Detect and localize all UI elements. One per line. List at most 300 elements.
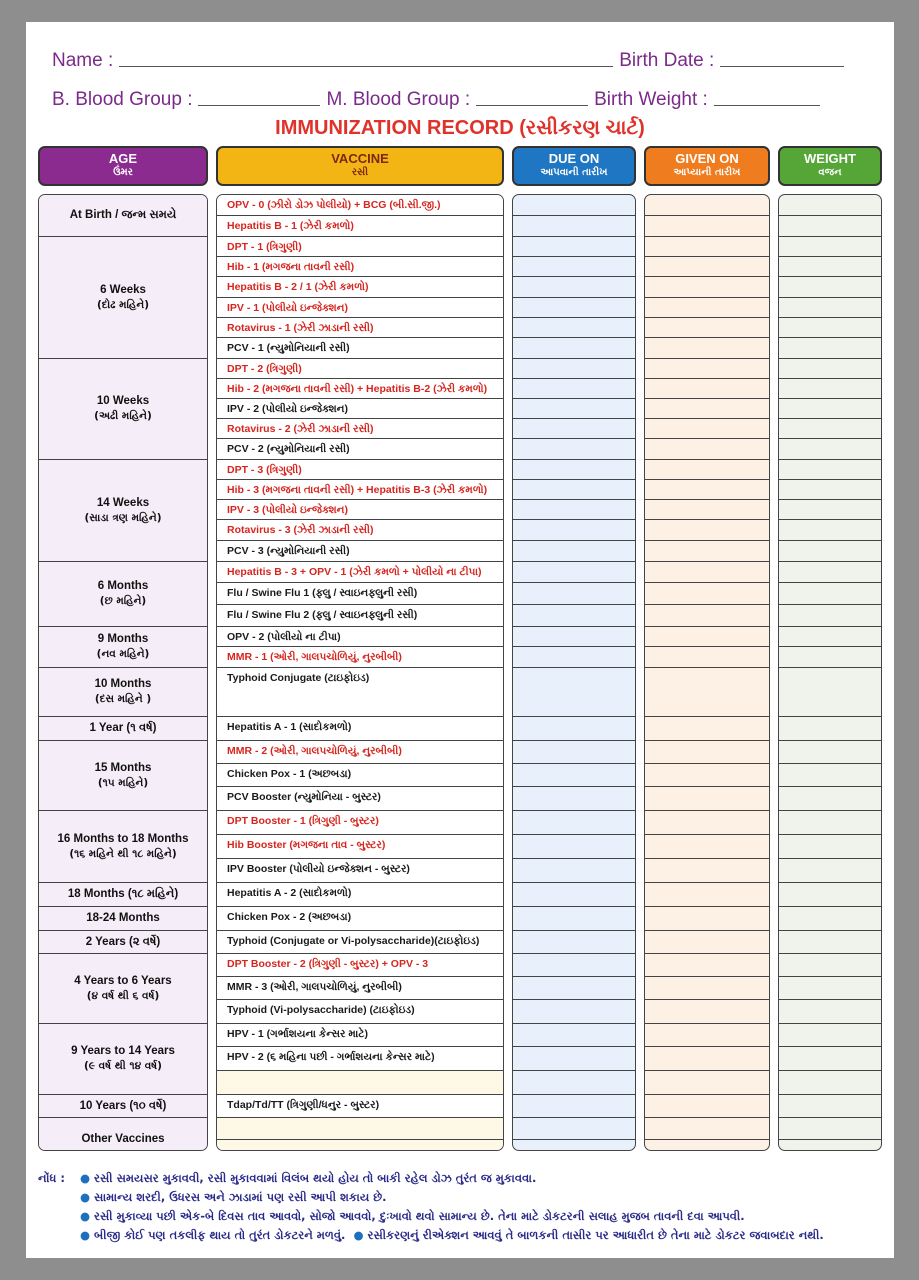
vaccine-name: PCV Booster (ન્યુમોનિયા - બુસ્ટર) <box>227 791 381 803</box>
bullet-icon: ● <box>80 1209 91 1223</box>
due-on-header-gu: આપવાની તારીખ <box>540 167 608 178</box>
due-on-cell[interactable] <box>513 763 635 786</box>
vaccine-row <box>217 604 503 626</box>
weight-cell[interactable] <box>779 276 881 297</box>
given-on-cell[interactable] <box>645 418 769 438</box>
due-on-cell[interactable] <box>513 398 635 418</box>
given-on-cell[interactable] <box>645 882 769 906</box>
weight-header-en: WEIGHT <box>804 151 856 166</box>
due-on-cell[interactable] <box>513 337 635 358</box>
age-label: 6 Weeks <box>100 283 146 296</box>
due-on-cell[interactable] <box>513 740 635 763</box>
weight-cell[interactable] <box>779 418 881 438</box>
age-group-cell <box>39 953 207 1023</box>
given-on-cell[interactable] <box>645 1046 769 1070</box>
vaccine-name: Hib - 1 (મગજના તાવની રસી) <box>227 261 355 273</box>
due-on-cell[interactable] <box>513 1046 635 1070</box>
note-line-4 <box>80 1226 824 1245</box>
vaccine-row <box>217 786 503 810</box>
vaccine-name: OPV - 0 (ઝીરો ડોઝ પોલીયો) + BCG (બી.સી.જી.) <box>227 199 441 211</box>
vaccine-row <box>217 438 503 459</box>
age-group-cell <box>39 882 207 906</box>
given-on-cell[interactable] <box>645 1023 769 1046</box>
age-label-gujarati: (દસ મહિને ) <box>94 693 152 705</box>
age-label-gujarati: (૧૫ મહિને) <box>97 776 149 789</box>
vaccine-name: Hib - 2 (મગજના તાવની રસી) + Hepatitis B-2 (ઝેરી કમળો) <box>227 383 488 395</box>
weight-cell[interactable] <box>779 834 881 858</box>
vaccine-row <box>217 418 503 438</box>
note-line-1 <box>80 1169 536 1188</box>
vaccine-name: DPT - 1 (ત્રિગુણી) <box>227 241 302 253</box>
age-group-cell <box>39 195 207 236</box>
age-label-gujarati: (સાડા ત્રણ મહિને) <box>84 511 162 524</box>
due-on-cell[interactable] <box>513 236 635 256</box>
age-label: 14 Weeks <box>96 496 150 509</box>
weight-cell[interactable] <box>779 459 881 479</box>
weight-cell[interactable] <box>779 763 881 786</box>
due-on-cell[interactable] <box>513 276 635 297</box>
vaccine-row <box>217 256 503 276</box>
given-on-cell[interactable] <box>645 626 769 646</box>
vaccine-header-en: VACCINE <box>331 151 389 166</box>
age-label-gujarati: (૪ વર્ષ થી ૬ વર્ષ) <box>86 989 160 1002</box>
due-on-cell[interactable] <box>513 930 635 953</box>
weight-cell[interactable] <box>779 582 881 604</box>
age-label-gujarati: (દોઢ મહિને) <box>96 298 150 311</box>
vaccine-row <box>217 858 503 882</box>
weight-cell[interactable] <box>779 499 881 519</box>
given-on-cell[interactable] <box>645 398 769 418</box>
vaccine-name: Typhoid (Vi-polysaccharide) (ટાઇફોઇડ) <box>227 1004 415 1016</box>
due-on-cell[interactable] <box>513 215 635 236</box>
weight-cell[interactable] <box>779 438 881 459</box>
age-label: 10 Months <box>94 678 152 690</box>
given-on-cell[interactable] <box>645 1139 769 1151</box>
given-on-cell[interactable] <box>645 256 769 276</box>
weight-cell[interactable] <box>779 1117 881 1139</box>
due-on-cell[interactable] <box>513 317 635 337</box>
vaccine-row <box>217 882 503 906</box>
given-on-cell[interactable] <box>645 667 769 716</box>
due-on-column-header <box>512 146 636 186</box>
given-on-cell[interactable] <box>645 930 769 953</box>
weight-cell[interactable] <box>779 1046 881 1070</box>
weight-cell[interactable] <box>779 378 881 398</box>
name-row <box>52 50 850 72</box>
age-group-cell <box>39 1023 207 1094</box>
age-label: 10 Years (૧૦ વર્ષે) <box>79 1099 167 1112</box>
due-on-cell[interactable] <box>513 999 635 1023</box>
due-on-cell[interactable] <box>513 716 635 740</box>
vaccine-name: HPV - 2 (૬ મહિના પછી - ગર્ભાશયના કેન્સર માટે) <box>227 1051 435 1063</box>
given-on-cell[interactable] <box>645 540 769 561</box>
due-on-cell[interactable] <box>513 626 635 646</box>
due-on-cell[interactable] <box>513 786 635 810</box>
vaccine-name: HPV - 1 (ગર્ભાશયના કેન્સર માટે) <box>227 1028 368 1040</box>
due-on-cell[interactable] <box>513 882 635 906</box>
vaccine-row <box>217 582 503 604</box>
given-on-cell[interactable] <box>645 297 769 317</box>
weight-cell[interactable] <box>779 667 881 716</box>
due-on-cell[interactable] <box>513 358 635 378</box>
weight-cell[interactable] <box>779 810 881 834</box>
vaccine-name: Flu / Swine Flu 1 (ફ્લુ / સ્વાઇનફ્લુની રસી) <box>227 587 418 599</box>
age-label: 15 Months <box>94 761 152 774</box>
weight-cell[interactable] <box>779 1023 881 1046</box>
weight-cell[interactable] <box>779 398 881 418</box>
vaccine-row <box>217 1094 503 1117</box>
page-title: IMMUNIZATION RECORD (રસીકરણ ચાર્ટ) <box>275 117 645 139</box>
due-on-cell[interactable] <box>513 540 635 561</box>
due-on-cell[interactable] <box>513 256 635 276</box>
age-label: 2 Years (૨ વર્ષે) <box>85 935 161 948</box>
given-on-cell[interactable] <box>645 195 769 215</box>
m-blood-group-label: M. Blood Group : <box>326 89 471 110</box>
weight-cell[interactable] <box>779 519 881 540</box>
vaccine-name: Tdap/Td/TT (ત્રિગુણી/ધનુર - બુસ્ટર) <box>227 1099 380 1111</box>
due-on-cell[interactable] <box>513 810 635 834</box>
vaccine-name: Hepatitis B - 3 + OPV - 1 (ઝેરી કમળો + પોલીયો ના ટીપા) <box>227 566 482 578</box>
given-on-cell[interactable] <box>645 459 769 479</box>
weight-cell[interactable] <box>779 479 881 499</box>
birth-weight-field[interactable] <box>714 105 820 106</box>
age-label-gujarati: (૯ વર્ષ થી ૧૪ વર્ષ) <box>84 1060 162 1072</box>
given-on-header-en: GIVEN ON <box>675 151 739 166</box>
note-text: બીજી કોઈ પણ તકલીફ થાય તો તુરંત ડોકટરને મળવું. <box>94 1228 346 1242</box>
weight-cell[interactable] <box>779 1139 881 1151</box>
vaccine-header-gu: રસી <box>351 167 369 178</box>
note-text: રસીકરણનું રીએક્શન આવવું તે બાળકની તાસીર પર આધારીત છે તેના માટે ડોકટર જવાબદાર નથી. <box>367 1228 824 1242</box>
vaccine-row <box>217 999 503 1023</box>
weight-cell[interactable] <box>779 858 881 882</box>
given-on-cell[interactable] <box>645 561 769 582</box>
vaccine-row <box>217 646 503 667</box>
vaccine-row <box>217 1070 503 1094</box>
vaccine-name: DPT - 3 (ત્રિગુણી) <box>227 464 302 476</box>
due-on-cell[interactable] <box>513 561 635 582</box>
vaccine-row <box>217 398 503 418</box>
b-blood-group-field[interactable] <box>198 105 320 106</box>
given-on-cell[interactable] <box>645 499 769 519</box>
age-group-cell <box>39 930 207 953</box>
vaccine-row <box>217 479 503 499</box>
vaccine-name: MMR - 3 (ઓરી, ગાલપચોળિયું, નુરબીબી) <box>227 981 402 993</box>
due-on-cell[interactable] <box>513 1117 635 1139</box>
given-on-column-header <box>644 146 770 186</box>
age-label-gujarati: (અઢી મહિને) <box>94 410 152 422</box>
vaccine-name: Hepatitis B - 2 / 1 (ઝેરી કમળો) <box>227 281 369 293</box>
vaccine-row <box>217 499 503 519</box>
given-on-cell[interactable] <box>645 1070 769 1094</box>
weight-cell[interactable] <box>779 540 881 561</box>
due-on-cell[interactable] <box>513 646 635 667</box>
vaccine-name: Hepatitis A - 2 (સાદોકમળો) <box>227 887 352 899</box>
age-label: 4 Years to 6 Years <box>74 974 172 987</box>
vaccine-row <box>217 297 503 317</box>
age-group-cell <box>39 810 207 882</box>
b-blood-group-label: B. Blood Group : <box>52 89 193 110</box>
weight-cell[interactable] <box>779 236 881 256</box>
bullet-icon: ● <box>80 1228 91 1242</box>
birth-date-label: Birth Date : <box>619 50 715 71</box>
weight-cell[interactable] <box>779 716 881 740</box>
vaccine-name: MMR - 1 (ઓરી, ગાલપચોળિયું, નુરબીબી) <box>227 651 402 663</box>
weight-cell[interactable] <box>779 1094 881 1117</box>
age-group-cell <box>39 459 207 561</box>
vaccine-row <box>217 976 503 999</box>
due-on-cell[interactable] <box>513 519 635 540</box>
age-label: 18 Months (૧૮ મહિને) <box>67 888 179 900</box>
due-on-column <box>512 194 636 1151</box>
vaccine-row <box>217 1023 503 1046</box>
vaccine-row <box>217 953 503 976</box>
bullet-icon: ● <box>353 1228 364 1242</box>
name-label: Name : <box>52 50 114 71</box>
given-on-cell[interactable] <box>645 604 769 626</box>
age-label: Other Vaccines <box>81 1132 165 1145</box>
age-header-en: AGE <box>108 151 138 166</box>
age-label: 6 Months <box>97 580 149 592</box>
weight-header-gu: વજન <box>818 167 842 178</box>
vaccine-row <box>217 561 503 582</box>
weight-cell[interactable] <box>779 646 881 667</box>
age-label-gujarati: (છ મહિને) <box>99 595 147 607</box>
due-on-cell[interactable] <box>513 297 635 317</box>
given-on-cell[interactable] <box>645 236 769 256</box>
note-line-3 <box>80 1207 745 1226</box>
weight-cell[interactable] <box>779 317 881 337</box>
vaccine-name: Typhoid (Conjugate or Vi-polysaccharide)(ટાઇફોઇડ) <box>227 935 480 947</box>
age-header-gu: ઉંમર <box>113 167 133 178</box>
due-on-cell[interactable] <box>513 1023 635 1046</box>
weight-column <box>778 194 882 1151</box>
age-group-cell <box>39 667 207 716</box>
due-on-cell[interactable] <box>513 858 635 882</box>
vaccine-row <box>217 1117 503 1139</box>
due-on-header-en: DUE ON <box>548 151 600 166</box>
due-on-cell[interactable] <box>513 1139 635 1151</box>
weight-cell[interactable] <box>779 604 881 626</box>
due-on-cell[interactable] <box>513 667 635 716</box>
given-on-cell[interactable] <box>645 519 769 540</box>
given-on-cell[interactable] <box>645 582 769 604</box>
vaccine-name: IPV - 1 (પોલીયો ઇન્જેક્શન) <box>227 302 349 314</box>
weight-cell[interactable] <box>779 297 881 317</box>
age-group-cell <box>39 236 207 358</box>
due-on-cell[interactable] <box>513 418 635 438</box>
vaccine-column-header <box>216 146 504 186</box>
vaccine-column <box>216 194 504 1151</box>
vaccine-row <box>217 195 503 215</box>
weight-cell[interactable] <box>779 882 881 906</box>
vaccine-name: Rotavirus - 1 (ઝેરી ઝાડાની રસી) <box>227 322 374 334</box>
vaccine-row <box>217 215 503 236</box>
note-text: સામાન્ય શરદી, ઉધરસ અને ઝાડામાં પણ રસી આપી શકાય છે. <box>94 1190 387 1204</box>
given-on-cell[interactable] <box>645 276 769 297</box>
given-on-cell[interactable] <box>645 646 769 667</box>
due-on-cell[interactable] <box>513 953 635 976</box>
vaccine-name: DPT - 2 (ત્રિગુણી) <box>227 363 302 375</box>
given-on-cell[interactable] <box>645 810 769 834</box>
vaccine-row <box>217 763 503 786</box>
birth-weight-label: Birth Weight : <box>594 89 708 110</box>
given-on-cell[interactable] <box>645 906 769 930</box>
due-on-cell[interactable] <box>513 976 635 999</box>
age-group-cell <box>39 740 207 810</box>
given-on-cell[interactable] <box>645 378 769 398</box>
given-on-cell[interactable] <box>645 763 769 786</box>
due-on-cell[interactable] <box>513 1094 635 1117</box>
vaccine-row <box>217 906 503 930</box>
due-on-cell[interactable] <box>513 604 635 626</box>
vaccine-row <box>217 337 503 358</box>
notes-label: નોંધ : <box>38 1171 65 1185</box>
weight-cell[interactable] <box>779 906 881 930</box>
m-blood-group-field[interactable] <box>476 105 588 106</box>
age-group-cell <box>39 561 207 626</box>
vaccine-row <box>217 740 503 763</box>
age-label: 18-24 Months <box>86 912 160 924</box>
vaccine-name: IPV - 2 (પોલીયો ઇન્જેક્શન) <box>227 403 349 415</box>
vaccine-name: Chicken Pox - 2 (અછબડા) <box>227 911 352 923</box>
vaccine-name: DPT Booster - 1 (ત્રિગુણી - બુસ્ટર) <box>227 815 379 827</box>
due-on-cell[interactable] <box>513 459 635 479</box>
age-label: 1 Year (૧ વર્ષ) <box>89 722 157 734</box>
weight-cell[interactable] <box>779 953 881 976</box>
weight-column-header <box>778 146 882 186</box>
age-label: 9 Months <box>97 633 149 645</box>
given-on-cell[interactable] <box>645 337 769 358</box>
vaccine-row <box>217 667 503 716</box>
given-on-cell[interactable] <box>645 716 769 740</box>
age-column <box>38 194 208 1151</box>
given-on-cell[interactable] <box>645 1094 769 1117</box>
given-on-cell[interactable] <box>645 740 769 763</box>
weight-cell[interactable] <box>779 561 881 582</box>
age-group-cell <box>39 906 207 930</box>
given-on-cell[interactable] <box>645 438 769 459</box>
vaccine-row <box>217 317 503 337</box>
bullet-icon: ● <box>80 1171 91 1185</box>
given-on-cell[interactable] <box>645 1117 769 1139</box>
due-on-cell[interactable] <box>513 1070 635 1094</box>
vaccine-row <box>217 236 503 256</box>
vaccine-row <box>217 834 503 858</box>
weight-cell[interactable] <box>779 740 881 763</box>
vaccine-row <box>217 276 503 297</box>
vaccine-name: OPV - 2 (પોલીયો ના ટીપા) <box>227 631 341 643</box>
given-on-cell[interactable] <box>645 976 769 999</box>
weight-cell[interactable] <box>779 976 881 999</box>
age-label: At Birth / જન્મ સમયે <box>69 209 177 221</box>
due-on-cell[interactable] <box>513 499 635 519</box>
vaccine-name: PCV - 2 (ન્યુમોનિયાની રસી) <box>227 443 350 455</box>
given-on-cell[interactable] <box>645 953 769 976</box>
vaccine-name: Hib Booster (મગજના તાવ - બુસ્ટર) <box>227 839 386 851</box>
vaccine-name: Rotavirus - 3 (ઝેરી ઝાડાની રસી) <box>227 524 374 536</box>
vaccine-row <box>217 540 503 561</box>
age-group-cell <box>39 1117 207 1151</box>
vaccine-row <box>217 459 503 479</box>
weight-cell[interactable] <box>779 1070 881 1094</box>
given-on-cell[interactable] <box>645 479 769 499</box>
weight-cell[interactable] <box>779 999 881 1023</box>
vaccine-name: IPV Booster (પોલીયો ઇન્જેક્શન - બુસ્ટર) <box>227 863 410 875</box>
vaccine-row <box>217 716 503 740</box>
note-line-2 <box>80 1188 387 1207</box>
note-text: રસી સમયસર મુકાવવી, રસી મુકાવવામાં વિલંબ થયો હોય તો બાકી રહેલ ડોઝ તુરંત જ મુકાવવા. <box>94 1171 537 1185</box>
weight-cell[interactable] <box>779 337 881 358</box>
vaccine-row <box>217 626 503 646</box>
due-on-cell[interactable] <box>513 582 635 604</box>
age-group-cell <box>39 716 207 740</box>
given-on-cell[interactable] <box>645 834 769 858</box>
vaccine-name: PCV - 1 (ન્યુમોનિયાની રસી) <box>227 342 350 354</box>
vaccine-name: Hepatitis B - 1 (ઝેરી કમળો) <box>227 220 354 232</box>
age-column-header <box>38 146 208 186</box>
vaccine-row <box>217 378 503 398</box>
age-group-cell <box>39 1094 207 1117</box>
vaccine-name: Hib - 3 (મગજના તાવની રસી) + Hepatitis B-3 (ઝેરી કમળો) <box>227 484 488 496</box>
vaccine-name: Rotavirus - 2 (ઝેરી ઝાડાની રસી) <box>227 423 374 435</box>
vaccine-name: Flu / Swine Flu 2 (ફ્લુ / સ્વાઇનફ્લુની રસી) <box>227 609 418 621</box>
weight-cell[interactable] <box>779 358 881 378</box>
bullet-icon: ● <box>80 1190 91 1204</box>
name-field[interactable] <box>119 66 613 67</box>
given-on-cell[interactable] <box>645 999 769 1023</box>
vaccine-name: Hepatitis A - 1 (સાદોકમળો) <box>227 721 352 733</box>
weight-cell[interactable] <box>779 256 881 276</box>
due-on-cell[interactable] <box>513 479 635 499</box>
weight-cell[interactable] <box>779 786 881 810</box>
due-on-cell[interactable] <box>513 906 635 930</box>
given-on-cell[interactable] <box>645 317 769 337</box>
given-on-cell[interactable] <box>645 358 769 378</box>
vaccine-name: Chicken Pox - 1 (અછબડા) <box>227 768 352 780</box>
note-text: રસી મુકાવ્યા પછી એક-બે દિવસ તાવ આવવો, સોજો આવવો, દુઃખાવો થવો સામાન્ય છે. તેના માટે ડોકટરની સલાહ મુજબ તાવની દવા આપવી. <box>94 1209 745 1223</box>
given-on-cell[interactable] <box>645 786 769 810</box>
vaccine-row <box>217 1139 503 1151</box>
age-group-cell <box>39 358 207 459</box>
age-label-gujarati: (૧૬ મહિને થી ૧૮ મહિને) <box>69 847 177 860</box>
given-on-header-gu: આપ્યાની તારીખ <box>673 167 741 178</box>
age-label-gujarati: (નવ મહિને) <box>96 648 150 660</box>
vaccine-name: IPV - 3 (પોલીયો ઇન્જેક્શન) <box>227 504 349 516</box>
given-on-column <box>644 194 770 1151</box>
vaccine-name: PCV - 3 (ન્યુમોનિયાની રસી) <box>227 545 350 557</box>
immunization-sheet <box>26 22 894 1258</box>
due-on-cell[interactable] <box>513 834 635 858</box>
vaccine-name: DPT Booster - 2 (ત્રિગુણી - બુસ્ટર) + OPV - 3 <box>227 958 429 970</box>
age-group-cell <box>39 626 207 667</box>
weight-cell[interactable] <box>779 626 881 646</box>
due-on-cell[interactable] <box>513 378 635 398</box>
vaccine-name: Typhoid Conjugate (ટાઇફોઇડ) <box>227 672 370 684</box>
weight-cell[interactable] <box>779 215 881 236</box>
weight-cell[interactable] <box>779 195 881 215</box>
vaccine-row <box>217 930 503 953</box>
vaccine-name: MMR - 2 (ઓરી, ગાલપચોળિયું, નુરબીબી) <box>227 745 402 757</box>
vaccine-row <box>217 1046 503 1070</box>
birth-date-field[interactable] <box>720 66 844 67</box>
given-on-cell[interactable] <box>645 215 769 236</box>
vaccine-row <box>217 358 503 378</box>
due-on-cell[interactable] <box>513 438 635 459</box>
given-on-cell[interactable] <box>645 858 769 882</box>
due-on-cell[interactable] <box>513 195 635 215</box>
weight-cell[interactable] <box>779 930 881 953</box>
age-label: 10 Weeks <box>96 395 150 407</box>
